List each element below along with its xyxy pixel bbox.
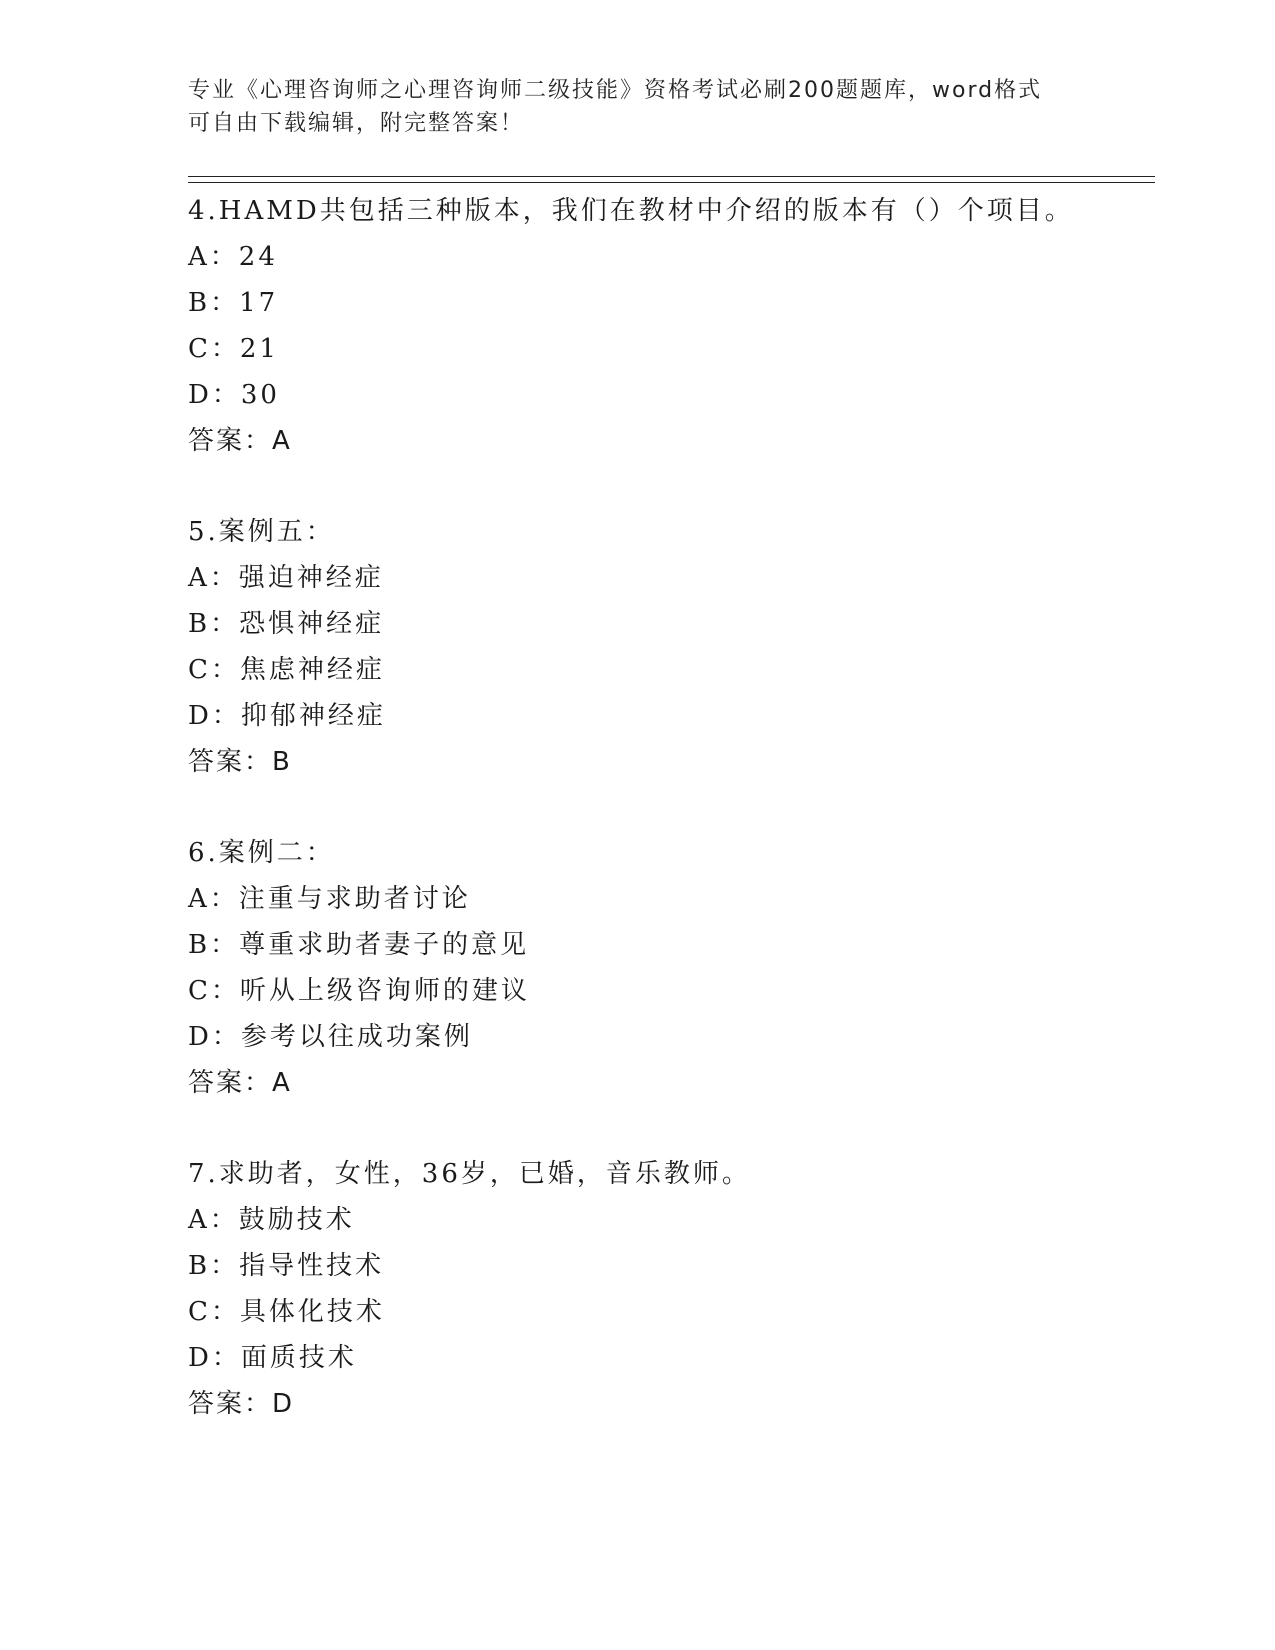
option-c: C：听从上级咨询师的建议 [188, 976, 530, 1006]
answer-line: 答案：D [188, 1389, 295, 1419]
option-a: A：强迫神经症 [188, 563, 384, 593]
option-a: A：注重与求助者讨论 [188, 884, 471, 914]
header-divider-bottom [188, 182, 1155, 183]
option-d: D：参考以往成功案例 [188, 1022, 473, 1052]
answer-line: 答案：A [188, 1068, 292, 1098]
question-stem: 5.案例五： [188, 517, 335, 547]
question-list [188, 188, 1155, 1472]
question-7 [188, 1151, 1155, 1427]
option-a: A：24 [188, 242, 278, 272]
question-stem: 4.HAMD共包括三种版本，我们在教材中介绍的版本有（）个项目。 [188, 196, 1074, 226]
question-stem: 7.求助者，女性，36岁，已婚，音乐教师。 [188, 1159, 751, 1189]
header-divider-top [188, 176, 1155, 177]
question-stem: 6.案例二： [188, 838, 335, 868]
option-c: C：具体化技术 [188, 1297, 385, 1327]
option-d: D：面质技术 [188, 1343, 357, 1373]
question-4 [188, 188, 1155, 464]
option-c: C：21 [188, 334, 279, 364]
option-b: B：恐惧神经症 [188, 609, 385, 639]
question-6 [188, 830, 1155, 1106]
question-5 [188, 509, 1155, 785]
document-header [188, 74, 1088, 140]
option-d: D：抑郁神经症 [188, 701, 386, 731]
option-d: D：30 [188, 380, 280, 410]
answer-line: 答案：A [188, 426, 292, 456]
option-b: B：17 [188, 288, 279, 318]
option-c: C：焦虑神经症 [188, 655, 385, 685]
answer-line: 答案：B [188, 747, 292, 777]
header-line-2: 可自由下载编辑，附完整答案！ [188, 111, 525, 136]
option-b: B：尊重求助者妻子的意见 [188, 930, 530, 960]
option-a: A：鼓励技术 [188, 1205, 355, 1235]
option-b: B：指导性技术 [188, 1251, 385, 1281]
header-line-1: 专业《心理咨询师之心理咨询师二级技能》资格考试必刷200题题库，word格式 [188, 78, 1043, 103]
